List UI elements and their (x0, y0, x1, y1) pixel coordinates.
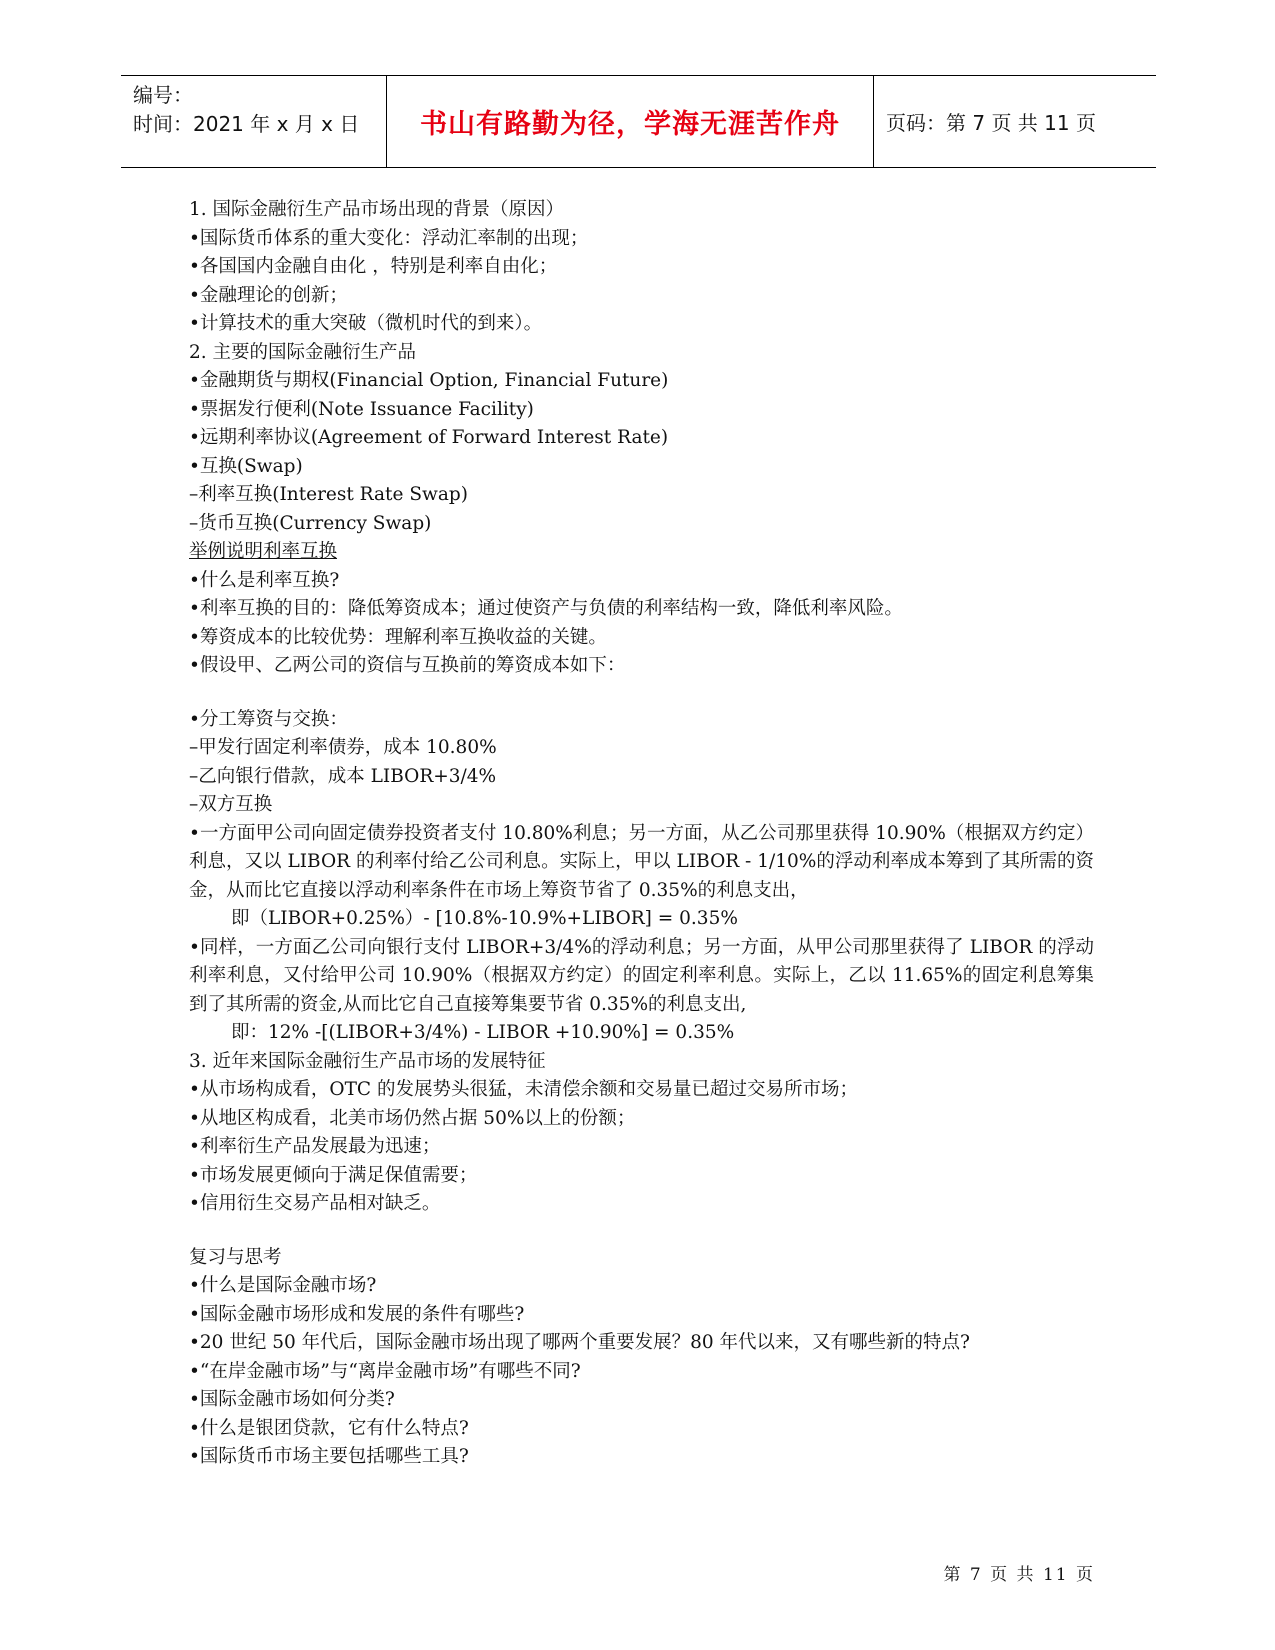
bullet-item: •利率衍生产品发展最为迅速； (189, 1136, 441, 1157)
section-heading-3: 3. 近年来国际金融衍生产品市场的发展特征 (189, 1050, 546, 1072)
question-item: •国际金融市场如何分类? (189, 1389, 395, 1410)
blank-line (189, 681, 1094, 706)
question-item: •什么是银团贷款，它有什么特点? (189, 1417, 469, 1439)
question-item: •什么是国际金融市场? (189, 1275, 377, 1296)
bullet-item: •利率互换的目的：降低筹资成本；通过使资产与负债的利率结构一致，降低利率风险。 (189, 598, 903, 619)
section-heading-2: 2. 主要的国际金融衍生产品 (189, 341, 417, 363)
question-item: •“在岸金融市场”与“离岸金融市场”有哪些不同? (189, 1360, 581, 1382)
header-page-info: 页码：第 7 页 共 11 页 (886, 111, 1096, 135)
sub-item: –乙向银行借款，成本 LIBOR+3/4% (189, 765, 497, 787)
sub-item: –甲发行固定利率债券，成本 10.80% (189, 737, 497, 758)
bullet-item: •金融理论的创新； (189, 284, 348, 306)
example-heading: 举例说明利率互换 (189, 541, 338, 562)
paragraph: •一方面甲公司向固定债券投资者支付 10.80%利息；另一方面，从乙公司那里获得 10.90%（根据双方约定）利息，又以 LIBOR 的利率付给乙公司利息。实际上，甲以 LIBOR - 1/10%的浮动利率成本筹到了其所需的资金，从而比它直接以浮动利率条件在市场上筹资节省了 0.35%的利息支出， (189, 822, 1094, 901)
bullet-item: •市场发展更倾向于满足保值需要； (189, 1164, 478, 1186)
bullet-item: •假设甲、乙两公司的资信与互换前的筹资成本如下： (189, 655, 626, 676)
sub-item: –双方互换 (189, 794, 273, 815)
document-date: 时间：2021 年 x 月 x 日 (133, 112, 360, 136)
bullet-item: •各国国内金融自由化 ，特别是利率自由化； (189, 256, 558, 277)
header-meta (121, 76, 386, 167)
review-heading: 复习与思考 (189, 1246, 282, 1268)
bullet-item: •什么是利率互换? (189, 569, 340, 591)
bullet-item: •远期利率协议(Agreement of Forward Interest Rate) (189, 427, 669, 448)
bullet-item: •国际货币体系的重大变化：浮动汇率制的出现； (189, 227, 589, 249)
section-heading-1: 1. 国际金融衍生产品市场出现的背景（原因） (189, 199, 565, 220)
page-footer: 第 7 页 共 11 页 (943, 1565, 1095, 1585)
bullet-item: •分工筹资与交换： (189, 708, 348, 730)
bullet-item: •计算技术的重大突破（微机时代的到来）。 (189, 313, 543, 334)
document-number-label: 编号： (133, 83, 193, 107)
bullet-item: •票据发行便利(Note Issuance Facility) (189, 398, 534, 420)
sub-item: –货币互换(Currency Swap) (189, 512, 432, 534)
sub-item: –利率互换(Interest Rate Swap) (189, 484, 468, 505)
bullet-item: •金融期货与期权(Financial Option, Financial Future) (189, 370, 669, 391)
bullet-item: •从市场构成看，OTC 的发展势头很猛，未清偿余额和交易量已超过交易所市场； (189, 1079, 858, 1100)
document-body (189, 196, 1094, 1472)
bullet-item: •信用衍生交易产品相对缺乏。 (189, 1193, 441, 1214)
formula-line: 即：12% -[(LIBOR+3/4%) - LIBOR +10.90%] = 0.35% (231, 1022, 735, 1043)
bullet-item: •互换(Swap) (189, 455, 303, 477)
formula-line: 即（LIBOR+0.25%）- [10.8%-10.9%+LIBOR] = 0.35% (231, 908, 738, 929)
header-motto: 书山有路勤为径，学海无涯苦作舟 (386, 76, 874, 167)
page-header (121, 75, 1156, 168)
question-item: •国际货币市场主要包括哪些工具? (189, 1446, 469, 1467)
bullet-item: •筹资成本的比较优势：理解利率互换收益的关键。 (189, 626, 607, 648)
paragraph: •同样，一方面乙公司向银行支付 LIBOR+3/4%的浮动利息；另一方面，从甲公司那里获得了 LIBOR 的浮动利率利息，又付给甲公司 10.90%（根据双方约定）的固定利率利息。实际上，乙以 11.65%的固定利息筹集到了其所需的资金,从而比它自己直接筹集要节省 0.35%的利息支出, (189, 936, 1094, 1015)
blank-line (189, 1219, 1094, 1244)
question-item: •20 世纪 50 年代后，国际金融市场出现了哪两个重要发展？80 年代以来，又有哪些新的特点? (189, 1332, 970, 1353)
question-item: •国际金融市场形成和发展的条件有哪些? (189, 1303, 525, 1325)
bullet-item: •从地区构成看，北美市场仍然占据 50%以上的份额； (189, 1107, 636, 1129)
